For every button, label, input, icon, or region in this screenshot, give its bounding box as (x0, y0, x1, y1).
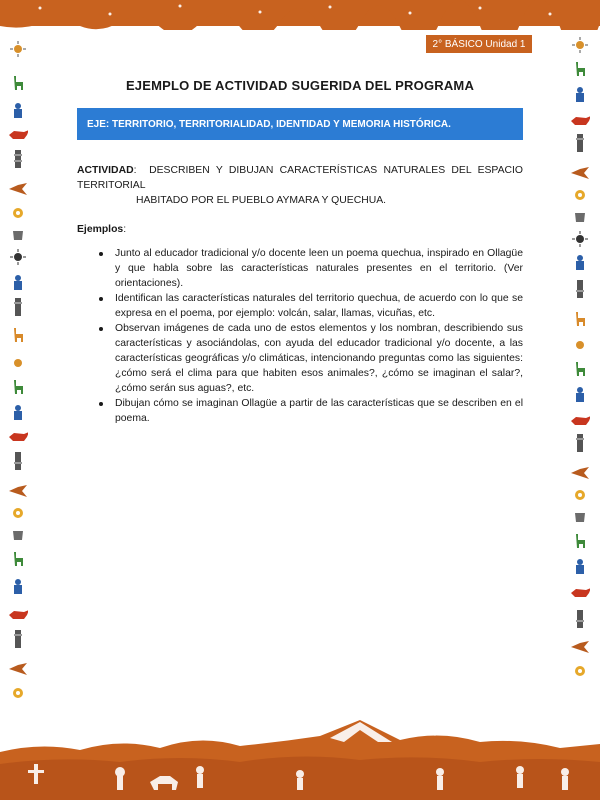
totem-icon (570, 434, 590, 452)
figure-icon (8, 102, 28, 120)
examples-colon: : (123, 224, 127, 235)
totem-icon (570, 134, 590, 152)
bird-icon (570, 164, 590, 182)
list-item-text: Observan imágenes de cada uno de estos elementos y los nombran, describiendo sus características y asociándolas, con ayuda del educador tradicional y/o docente, a las características geográficas y/o climáticas, intencionando preguntas como las siguientes: ¿cómo será el clima para que habiten esos animales?, ¿cómo se imaginan el salar?, ¿cómo serán sus aguas?, etc. (115, 323, 523, 394)
examples-list (77, 246, 523, 426)
totem-icon (8, 150, 28, 168)
list-item-text: Dibujan cómo se imaginan Ollagüe a partir de las características que se describen en el poema. (115, 398, 523, 424)
pot-icon (8, 526, 28, 544)
figure-icon (8, 578, 28, 596)
sun-icon (570, 36, 590, 54)
llama-icon (570, 60, 590, 78)
sun-icon (570, 230, 590, 248)
list-item-text: Junto al educador tradicional y/o docente leen un poema quechua, inspirado en Ollagüe y que habla sobre las características naturales presentes en el territorio. (Ver orientaciones). (115, 248, 523, 289)
llama-icon (570, 532, 590, 550)
list-item-text: Identifican las características naturales del territorio quechua, de acuerdo con lo que se expresa en el poema, por ejemplo: volcán, salar, llamas, vicuñas, etc. (115, 293, 523, 319)
bullet-icon (99, 297, 103, 301)
examples-label: Ejemplos (77, 224, 124, 235)
llama-icon (570, 360, 590, 378)
totem-icon (570, 610, 590, 628)
activity-block (77, 163, 523, 208)
pot-icon (570, 508, 590, 526)
figure-icon (8, 274, 28, 292)
list-item (77, 321, 523, 396)
left-decorative-column (4, 30, 32, 710)
pot-icon (570, 208, 590, 226)
flower-icon (570, 486, 590, 504)
fox-icon (8, 126, 28, 144)
llama-icon (8, 378, 28, 396)
bottom-landscape-illustration (0, 712, 600, 800)
eje-text: EJE: TERRITORIO, TERRITORIALIDAD, IDENTIDAD Y MEMORIA HISTÓRICA. (87, 118, 451, 130)
flower-icon (8, 204, 28, 222)
bullet-icon (99, 402, 103, 406)
page-title: EJEMPLO DE ACTIVIDAD SUGERIDA DEL PROGRAMA (125, 78, 475, 93)
pot-icon (8, 226, 28, 244)
llama-icon (8, 550, 28, 568)
examples-heading (77, 224, 126, 235)
bird-icon (8, 660, 28, 678)
sun-icon (570, 336, 590, 354)
totem-icon (8, 452, 28, 470)
bullet-icon (99, 252, 103, 256)
flower-icon (570, 186, 590, 204)
activity-colon: : (133, 165, 150, 176)
unit-badge: 2° BÁSICO Unidad 1 (426, 35, 532, 53)
flower-icon (8, 684, 28, 702)
figure-icon (570, 558, 590, 576)
bird-icon (8, 180, 28, 198)
list-item (77, 396, 523, 426)
activity-line-1: DESCRIBEN Y DIBUJAN CARACTERÍSTICAS NATURALES DEL ESPACIO TERRITORIAL (77, 165, 523, 191)
sun-icon (8, 248, 28, 266)
flower-icon (570, 662, 590, 680)
fox-icon (8, 606, 28, 624)
list-item (77, 246, 523, 291)
figure-icon (570, 386, 590, 404)
list-item (77, 291, 523, 321)
activity-label: ACTIVIDAD (77, 165, 134, 176)
fox-icon (570, 584, 590, 602)
fox-icon (570, 112, 590, 130)
eje-banner (77, 108, 523, 140)
flower-icon (8, 504, 28, 522)
bird-icon (570, 638, 590, 656)
right-decorative-column (566, 30, 594, 710)
llama-icon (570, 310, 590, 328)
fox-icon (570, 412, 590, 430)
llama-icon (8, 326, 28, 344)
fox-icon (8, 428, 28, 446)
figure-icon (8, 404, 28, 422)
totem-icon (8, 298, 28, 316)
sun-icon (8, 40, 28, 58)
bird-icon (8, 482, 28, 500)
top-decorative-band (0, 0, 600, 26)
bullet-icon (99, 327, 103, 331)
totem-icon (570, 280, 590, 298)
activity-line-2: HABITADO POR EL PUEBLO AYMARA Y QUECHUA. (136, 195, 387, 206)
figure-icon (570, 254, 590, 272)
sun-icon (8, 354, 28, 372)
totem-icon (8, 630, 28, 648)
bird-icon (570, 464, 590, 482)
